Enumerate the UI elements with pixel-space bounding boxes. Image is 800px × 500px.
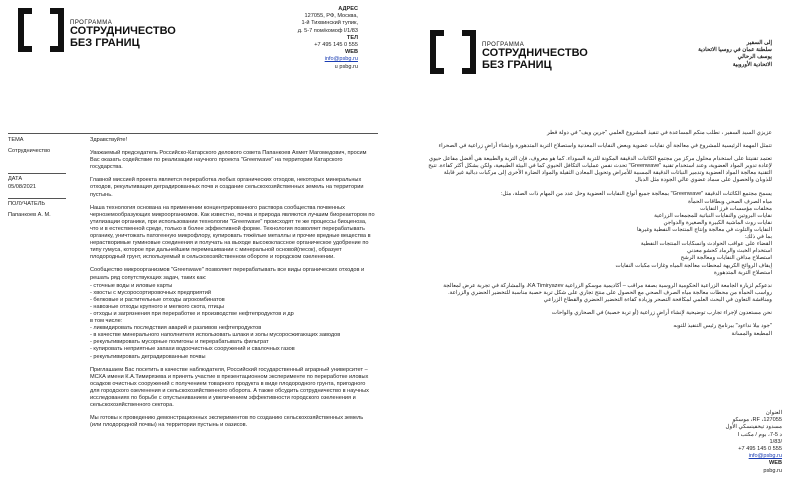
address-label: АДРЕС <box>338 6 358 12</box>
list-item: - хвосты с мусоросортировочных предприятий <box>90 289 211 296</box>
paragraph: Сообщество микроорганизмов "Greenwave" позволяет перерабатывать все виды органических отходов и решать ряд сопутствующих задач, таких как: <box>90 267 365 281</box>
web-label: WEB <box>768 460 782 467</box>
list-item: - рекультивировать деградированные почвы <box>90 353 206 360</box>
site-value: psbg.ru <box>763 467 782 474</box>
tel-value: +7 495 145 0 555 <box>314 42 358 49</box>
addressee-block <box>652 40 772 69</box>
paragraph: تعتمد تقنيتنا على استخدام محلول مركز من مجتمع الكائنات الدقيقة المكونة للتربة السوداء. كما هو معروف، فإن التربة والطبيعة هي أفضل مفاعل حيوي لإعادة تدوير المواد العضوية، وعند استخدام تقنية "Greenwave" تحدث نفس عمليات التكافل الحيوي كما في البيئة الطبيعية، ولكن بشكل أكثر كفاءة. تتيح التقنية معالجة المواد العضوية وتدمير النباتات الدقيقة المسببة للأمراض وتحويل المعادن الثقيلة والمواد الضارة الأخرى إلى مركبات دبالية غير قابلة للذوبان والحصول على سماد عضوي عالي الجودة مثل الدبال <box>428 156 772 184</box>
waste-list <box>427 199 772 277</box>
list-item: - сточные воды и иловые карты <box>90 282 173 289</box>
paragraph: نحن مستعدون لإجراء تجارب توضيحية لإنشاء أراضٍ زراعية (أو تربة خصبة) في الصحاري والواحات <box>551 309 772 316</box>
paragraph: Приглашаем Вас посетить в качестве наблюдателя, Российский государственный аграрный университет – МСХА имени К.А.Тимирязева и принять участие в презентационном эксперименте по переработке иловых осадков очистных сооружений с получением товарного продукта в виде плодородного грунта, пригодного для городского озеленения и сельскохозяйственного оборота. А также обсудить сотрудничество в научных исследованиях по борьбе с опустыниванием и увеличением эффективности городского озеленения и сельскохозяйственного сектора. <box>90 366 369 409</box>
list-item: - отходы и загрязнения при переработке и производстве нефтепродуктов и др <box>90 310 294 317</box>
address-line: 127055، RF، موسكو <box>732 417 782 424</box>
list-item: - белковые и растительные отходы агрокомбинатов <box>90 296 225 303</box>
address-line: д. 5-7 пом/комоф I/1/83 <box>297 27 358 34</box>
addressee-line: الاتحادية الأوروبية <box>732 61 772 68</box>
paragraph: ندعوكم لزيارة الجامعة الزراعية الحكومية الروسية بصفة مراقب – أكاديمية موسكو الزراعية KA Timiryazev، والمشاركة في تجربة عرض لمعالجة رواسب الحمأة من محطات معالجة مياه الصرف الصحي مع الحصول على منتج تجاري على شكل تربة خصبة مناسبة للتخضير الحضري والزراعة. ومناقشة التعاون في البحث العلمي لمكافحة التصحر وزيادة كفاءة التخضير الحضري والقطاع الزراعي <box>443 282 772 303</box>
date-label: ДАТА <box>8 176 23 182</box>
tel-value: +7 495 145 0 555 <box>738 446 782 453</box>
recipient-value: Папанкоев А. М. <box>8 212 51 218</box>
address-block <box>238 6 358 71</box>
email-link[interactable]: info@psbg.ru <box>748 453 782 460</box>
address-label: العنوان <box>765 410 782 416</box>
letter-body-arabic <box>427 130 772 344</box>
list-item: بما في ذلك: <box>744 234 772 241</box>
recipient-label: ПОЛУЧАТЕЛЬ <box>8 201 46 207</box>
logo-wordmark: ПРОГРАММА СОТРУДНИЧЕСТВО БЕЗ ГРАНИЦ <box>70 20 176 49</box>
list-item: النفايات والتلوث في معالجة وإنتاج المنتجات النفطية وغيرها <box>637 227 772 234</box>
address-line: مسدود تيخفينسكي الأول <box>725 424 782 431</box>
email-link[interactable]: info@psbg.ru <box>324 56 358 63</box>
paragraph: تتمثل المهمة الرئيسية للمشروع في معالجة أي نفايات عضوية وبعض النفايات المعدنية واستصلاح التربة المتدهورة وإنشاء أراضٍ زراعية في الصحراء <box>438 143 772 150</box>
date-value: 05/08/2021 <box>8 184 36 190</box>
list-item: استصلاح التربة المتدهورة <box>713 269 772 276</box>
letter-body <box>90 137 375 435</box>
greeting: Здравствуйте! <box>90 137 128 143</box>
list-item: - ликвидировать последствия аварий и разливов нефтепродуктов <box>90 325 262 332</box>
list-item: - навозные отходы крупного и мелкого скота, птицы <box>90 303 224 310</box>
site-value: u psbg.ru <box>334 63 358 70</box>
arabic-letter-page <box>400 0 800 500</box>
tel-label: ТЕЛ <box>346 34 358 41</box>
logo-wordmark: ПРОГРАММА СОТРУДНИЧЕСТВО БЕЗ ГРАНИЦ <box>482 42 588 71</box>
address-block-arabic <box>652 410 782 475</box>
list-item: مخلفات مؤسسات فرز النفايات <box>700 205 772 212</box>
waste-list <box>90 283 375 361</box>
paragraph: Уважаемый председатель Российско-Катарского делового совета Папанкоев Ахмет Магомедович, просим Вас оказать содействие по реализации научного проекта "Greenwave" на территории Катарского государства. <box>90 150 367 171</box>
logo-brackets-icon <box>18 8 64 52</box>
divider <box>8 198 66 199</box>
signature: المطبعة والمسانة <box>731 331 772 338</box>
divider <box>8 173 66 174</box>
list-item: استخدام الخبث والرماد كحشو معدني <box>686 248 772 255</box>
list-item: نفايات البروتين والنفايات النباتية للمجمعات الزراعية <box>654 212 772 219</box>
closing: "جود بيلا نداءود" بيرنامج رئيس التنفيذ للتوبه <box>673 323 772 330</box>
address-line: د 5-7، بوم / مكتب I <box>737 431 782 438</box>
list-item: - рекультивировать мусорные полигоны и перерабатывать фильтрат <box>90 339 269 346</box>
list-item: القضاء على عواقب الحوادث وانسكابات المنتجات النفطية <box>640 241 772 248</box>
topic-value: Сотрудничество <box>8 148 51 154</box>
paragraph: يسمح مجتمع الكائنات الدقيقة "Greenwave" بمعالجة جميع أنواع النفايات العضوية وحل عدد من المهام ذات الصلة، مثل: <box>500 190 772 197</box>
list-item: نفايات روث الماشية الكبيرة والصغيرة والدواجن <box>663 219 772 226</box>
address-line: 127055, РФ, Москва, <box>304 13 358 20</box>
topic-label: ТЕМА <box>8 137 24 143</box>
paragraph: Мы готовы к проведению демонстрационных экспериментов по созданию сельскохозяйственных земель (или плодородной почвы) на территории пустынь и оазисов. <box>90 415 364 429</box>
list-item: إيقاف الروائح الكريهة لمحطات معالجة المياه وغازات مكبات النفايات <box>615 262 772 269</box>
list-item: استصلاح مدافن النفايات ومعالجة الرشح <box>680 255 772 262</box>
addressee-line: سلطنة عمان في روسيا الاتحادية <box>698 47 772 54</box>
logo-brackets-icon <box>430 30 476 74</box>
addressee-line: إلى السفير <box>746 40 772 46</box>
list-item: مياه الصرف الصحي وبطاقات الحمأة <box>688 198 772 205</box>
divider <box>8 133 378 134</box>
address-line: /1/83 <box>769 438 782 445</box>
paragraph: عزيزي السيد السفير ، نطلب منكم المساعدة في تنفيذ المشروع العلمي "جرين ويف" في دولة قطر <box>547 130 772 136</box>
list-item: в том числе: <box>90 318 123 325</box>
list-item: - купировать неприятные запахи водоочистных сооружений и свалочных газов <box>90 346 295 353</box>
list-item: - в качестве минерального наполнителя использовать шлаки и золы мусоросжигающих заводов <box>90 332 341 339</box>
paragraph: Главной миссией проекта является переработка любых органических отходов, некоторых минеральных отходов, рекультивация деградированных почв и создание сельскохозяйственных земель на территории пустынь. <box>90 177 364 198</box>
paragraph: Наша технология основана на применении концентрированного раствора сообщества почвенных черноземообразующих микроорганизмов. Как известно, почва и природа являются лучшим биореактором по утилизации органики, при использовании технологии "Greenwave" происходят те же процессы биоценоза, что и в естественной среде, только в более эффективной форме. Технология позволяет перерабатывать органику, уничтожать патогенную микрофлору, купировать тяжёлые металлы и прочие вредные вещества в нерастворимые гуминовые соединения и получать на выходе высококлассное органическое удобрение по типу гумуса, которое при дальнейшем перемешивании с минеральной основой(песок), образует плодородный грунт, используемый в сельскохозяйственном обороте и городском озеленении. <box>90 204 375 261</box>
addressee-line: يوسف الرحالي <box>737 54 772 61</box>
address-line: 1-й Тихвинский тупик, <box>301 20 358 27</box>
web-label: WEB <box>344 49 358 56</box>
